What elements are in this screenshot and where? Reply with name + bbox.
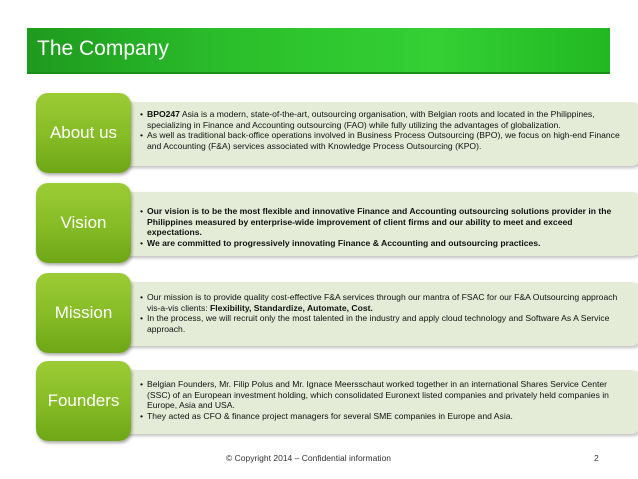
row-label: Mission [54, 303, 113, 322]
bullet-list [110, 282, 638, 334]
bullet-list [110, 192, 638, 248]
bullet-item [140, 130, 626, 151]
bullet-item [140, 313, 626, 334]
label-box-mission [36, 273, 131, 353]
bullet-item [140, 379, 626, 411]
bullet-item [140, 411, 626, 422]
bullet-item [140, 292, 626, 313]
row-label: Founders [47, 391, 120, 410]
row-label: Vision [60, 213, 107, 232]
bullet-text: Belgian Founders, Mr. Filip Polus and Mr. Ignace Meersschaut worked together in an international Shares Service Center (SSC) of an European investment holding, which consolidated Euronext listed companies and privately held companies in Europe, Asia and USA. [147, 379, 609, 411]
label-box-vision [36, 183, 131, 263]
slide-title: The Company [37, 37, 169, 60]
row-mission [36, 273, 618, 353]
bullet-text: Asia is a modern, state-of-the-art, outsourcing organisation, with Belgian roots and located in the Philippines, specializing in Finance and Accounting outsourcing (FAO) while fully utilizing the advantages of globalization. [147, 109, 595, 130]
page-number: 2 [594, 453, 599, 463]
bullet-list [110, 102, 638, 151]
slide-header [0, 0, 638, 100]
row-vision [36, 183, 612, 263]
bullet-bold: Our vision is to be the most flexible and innovative Finance and Accounting outsourcing solutions provider in the Philippines measured by enterprise-wide improvement of client firms and our ability to meet and exceed expectations. [147, 206, 612, 238]
bullet-list [110, 370, 638, 421]
bullet-item [140, 206, 626, 238]
bullet-item [140, 109, 626, 130]
bullet-bold: We are committed to progressively innovating Finance & Accounting and outsourcing practices. [147, 237, 541, 248]
row-label: About us [49, 123, 118, 142]
bullet-text: They acted as CFO & finance project managers for several SME companies in Europe and Asia. [147, 410, 513, 421]
label-box-founders [36, 361, 131, 441]
content-box-mission [110, 282, 638, 346]
footer-copyright: © Copyright 2014 – Confidential information [226, 453, 392, 463]
row-founders [36, 361, 607, 441]
bullet-bold: Flexibility, Standardize, Automate, Cost. [210, 302, 373, 313]
content-box-about-us [110, 102, 638, 166]
content-box-founders [110, 370, 638, 434]
label-box-about-us [36, 93, 131, 173]
bullet-text: Our mission is to provide quality cost-effective F&A services through our mantra of FSAC for our F&A Outsourcing approach vis-a-vis clients: [147, 292, 618, 313]
content-box-vision [110, 192, 638, 256]
title-band [27, 28, 610, 74]
slide-footer [0, 453, 638, 467]
bullet-item [140, 238, 626, 249]
bullet-text: In the process, we will recruit only the most talented in the industry and apply cloud technology and Software As A Service approach. [147, 313, 610, 334]
row-about-us [36, 93, 620, 173]
bullet-bold: BPO247 [147, 109, 180, 119]
bullet-text: As well as traditional back-office operations involved in Business Process Outsourcing (BPO), we focus on high-end Finance and Accounting (F&A) services associated with Knowledge Process Outsourcing (KPO). [147, 130, 620, 151]
